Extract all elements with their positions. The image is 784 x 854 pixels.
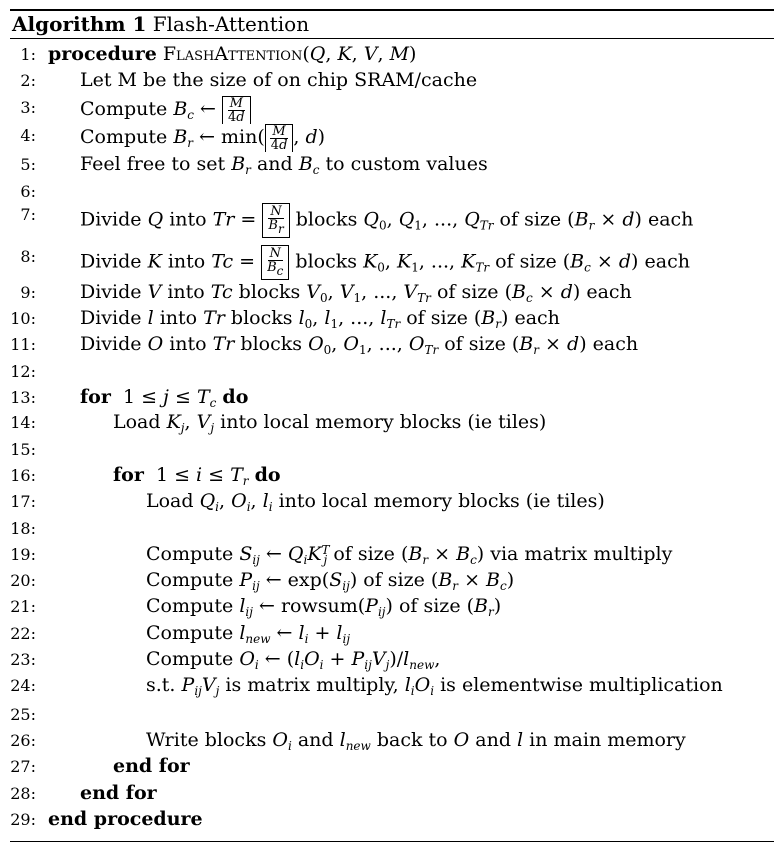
line-code: Compute $P_{ij}$ ← $\exp(S_{ij})$ of size $(B_r \times B_c)$ (146, 569, 515, 593)
line-code: Divide Q into Tr = $\frac{N}{B_r}$ blocks $Q_0$, $Q_1$, ..., $Q_{Tr}$ of size $(B_r \times d)$ each (80, 204, 694, 236)
line-number: 12: (10, 362, 36, 381)
line-code: procedure FlashAttention(Q, K, V, M) (48, 43, 417, 65)
line-number: 4: (20, 126, 36, 145)
algorithm-label: Algorithm 1 (12, 12, 147, 36)
line-number: 7: (20, 205, 36, 224)
line-number: 8: (20, 247, 36, 266)
line-number: 25: (10, 705, 36, 724)
line-number: 5: (20, 155, 36, 174)
top-rule (10, 9, 774, 11)
line-number: 19: (10, 545, 36, 564)
line-number: 10: (10, 309, 36, 328)
line-number: 28: (10, 784, 36, 803)
line-code: Load $Q_i$, $O_i$, $l_i$ into local memory blocks (ie tiles) (146, 490, 605, 514)
line-code: Divide O into Tr blocks $O_0$, $O_1$, ..., $O_{Tr}$ of size $(B_r \times d)$ each (80, 333, 639, 357)
line-code: Divide l into Tr blocks $l_0$, $l_1$, ..., $l_{Tr}$ of size $(B_r)$ each (80, 307, 560, 331)
line-code: Compute $l_{ij}$ ← $rowsum(P_{ij})$ of size $(B_r)$ (146, 595, 502, 619)
bottom-rule (10, 841, 774, 842)
line-code: Compute $S_{ij}$ ← $Q_iK^T_j$ of size $(B_r \times B_c)$ via matrix multiply (146, 543, 673, 567)
line-code: Compute $l_{new}$ ← $l_i + l_{ij}$ (146, 622, 351, 646)
line-number: 27: (10, 757, 36, 776)
line-number: 13: (10, 388, 36, 407)
line-code: Compute $B_c$ ← $\frac{M}{4d}$ (80, 96, 251, 124)
line-code: Compute $B_r$ ← min( $\frac{M}{4d}$ , d) (80, 124, 326, 153)
line-code: for $1 \le i \le T_r$ do (113, 464, 281, 488)
line-number: 2: (20, 71, 36, 90)
line-number: 26: (10, 731, 36, 750)
line-code: s.t. $P_{ij}V_j$ is matrix multiply, $l_iO_i$ is elementwise multiplication (146, 674, 723, 698)
line-code: Load $K_j$, $V_j$ into local memory blocks (ie tiles) (113, 411, 547, 435)
line-code: for $1 \le j \le T_c$ do (80, 386, 249, 410)
line-code: end for (80, 782, 157, 804)
line-number: 29: (10, 810, 36, 829)
line-number: 1: (20, 45, 36, 64)
line-number: 6: (20, 182, 36, 201)
line-code: Let M be the size of on chip SRAM/cache (80, 69, 478, 91)
line-number: 15: (10, 440, 36, 459)
line-number: 9: (20, 283, 36, 302)
line-number: 22: (10, 624, 36, 643)
line-code: Feel free to set $B_r$ and $B_c$ to custom values (80, 153, 488, 177)
caption-rule (10, 38, 774, 39)
line-code: end procedure (48, 808, 203, 830)
line-number: 18: (10, 519, 36, 538)
line-number: 11: (10, 335, 36, 354)
line-number: 24: (10, 676, 36, 695)
line-code: Compute $O_i$ ← $(l_iO_i + P_{ij}V_j)/l_{new}$, (146, 648, 441, 672)
line-number: 23: (10, 650, 36, 669)
line-number: 20: (10, 571, 36, 590)
line-code: Write blocks $O_i$ and $l_{new}$ back to O and l in main memory (146, 729, 686, 753)
line-code: Divide K into Tc = $\frac{N}{B_c}$ blocks $K_0$, $K_1$, ..., $K_{Tr}$ of size $(B_c \times d)$ each (80, 246, 690, 278)
algorithm-caption (12, 12, 309, 36)
line-number: 17: (10, 492, 36, 511)
line-number: 21: (10, 597, 36, 616)
line-code: Divide V into Tc blocks $V_0$, $V_1$, ..., $V_{Tr}$ of size $(B_c \times d)$ each (80, 281, 632, 305)
algorithm-name: Flash-Attention (152, 12, 310, 36)
line-number: 14: (10, 413, 36, 432)
line-number: 16: (10, 466, 36, 485)
line-number: 3: (20, 98, 36, 117)
line-code: end for (113, 755, 190, 777)
